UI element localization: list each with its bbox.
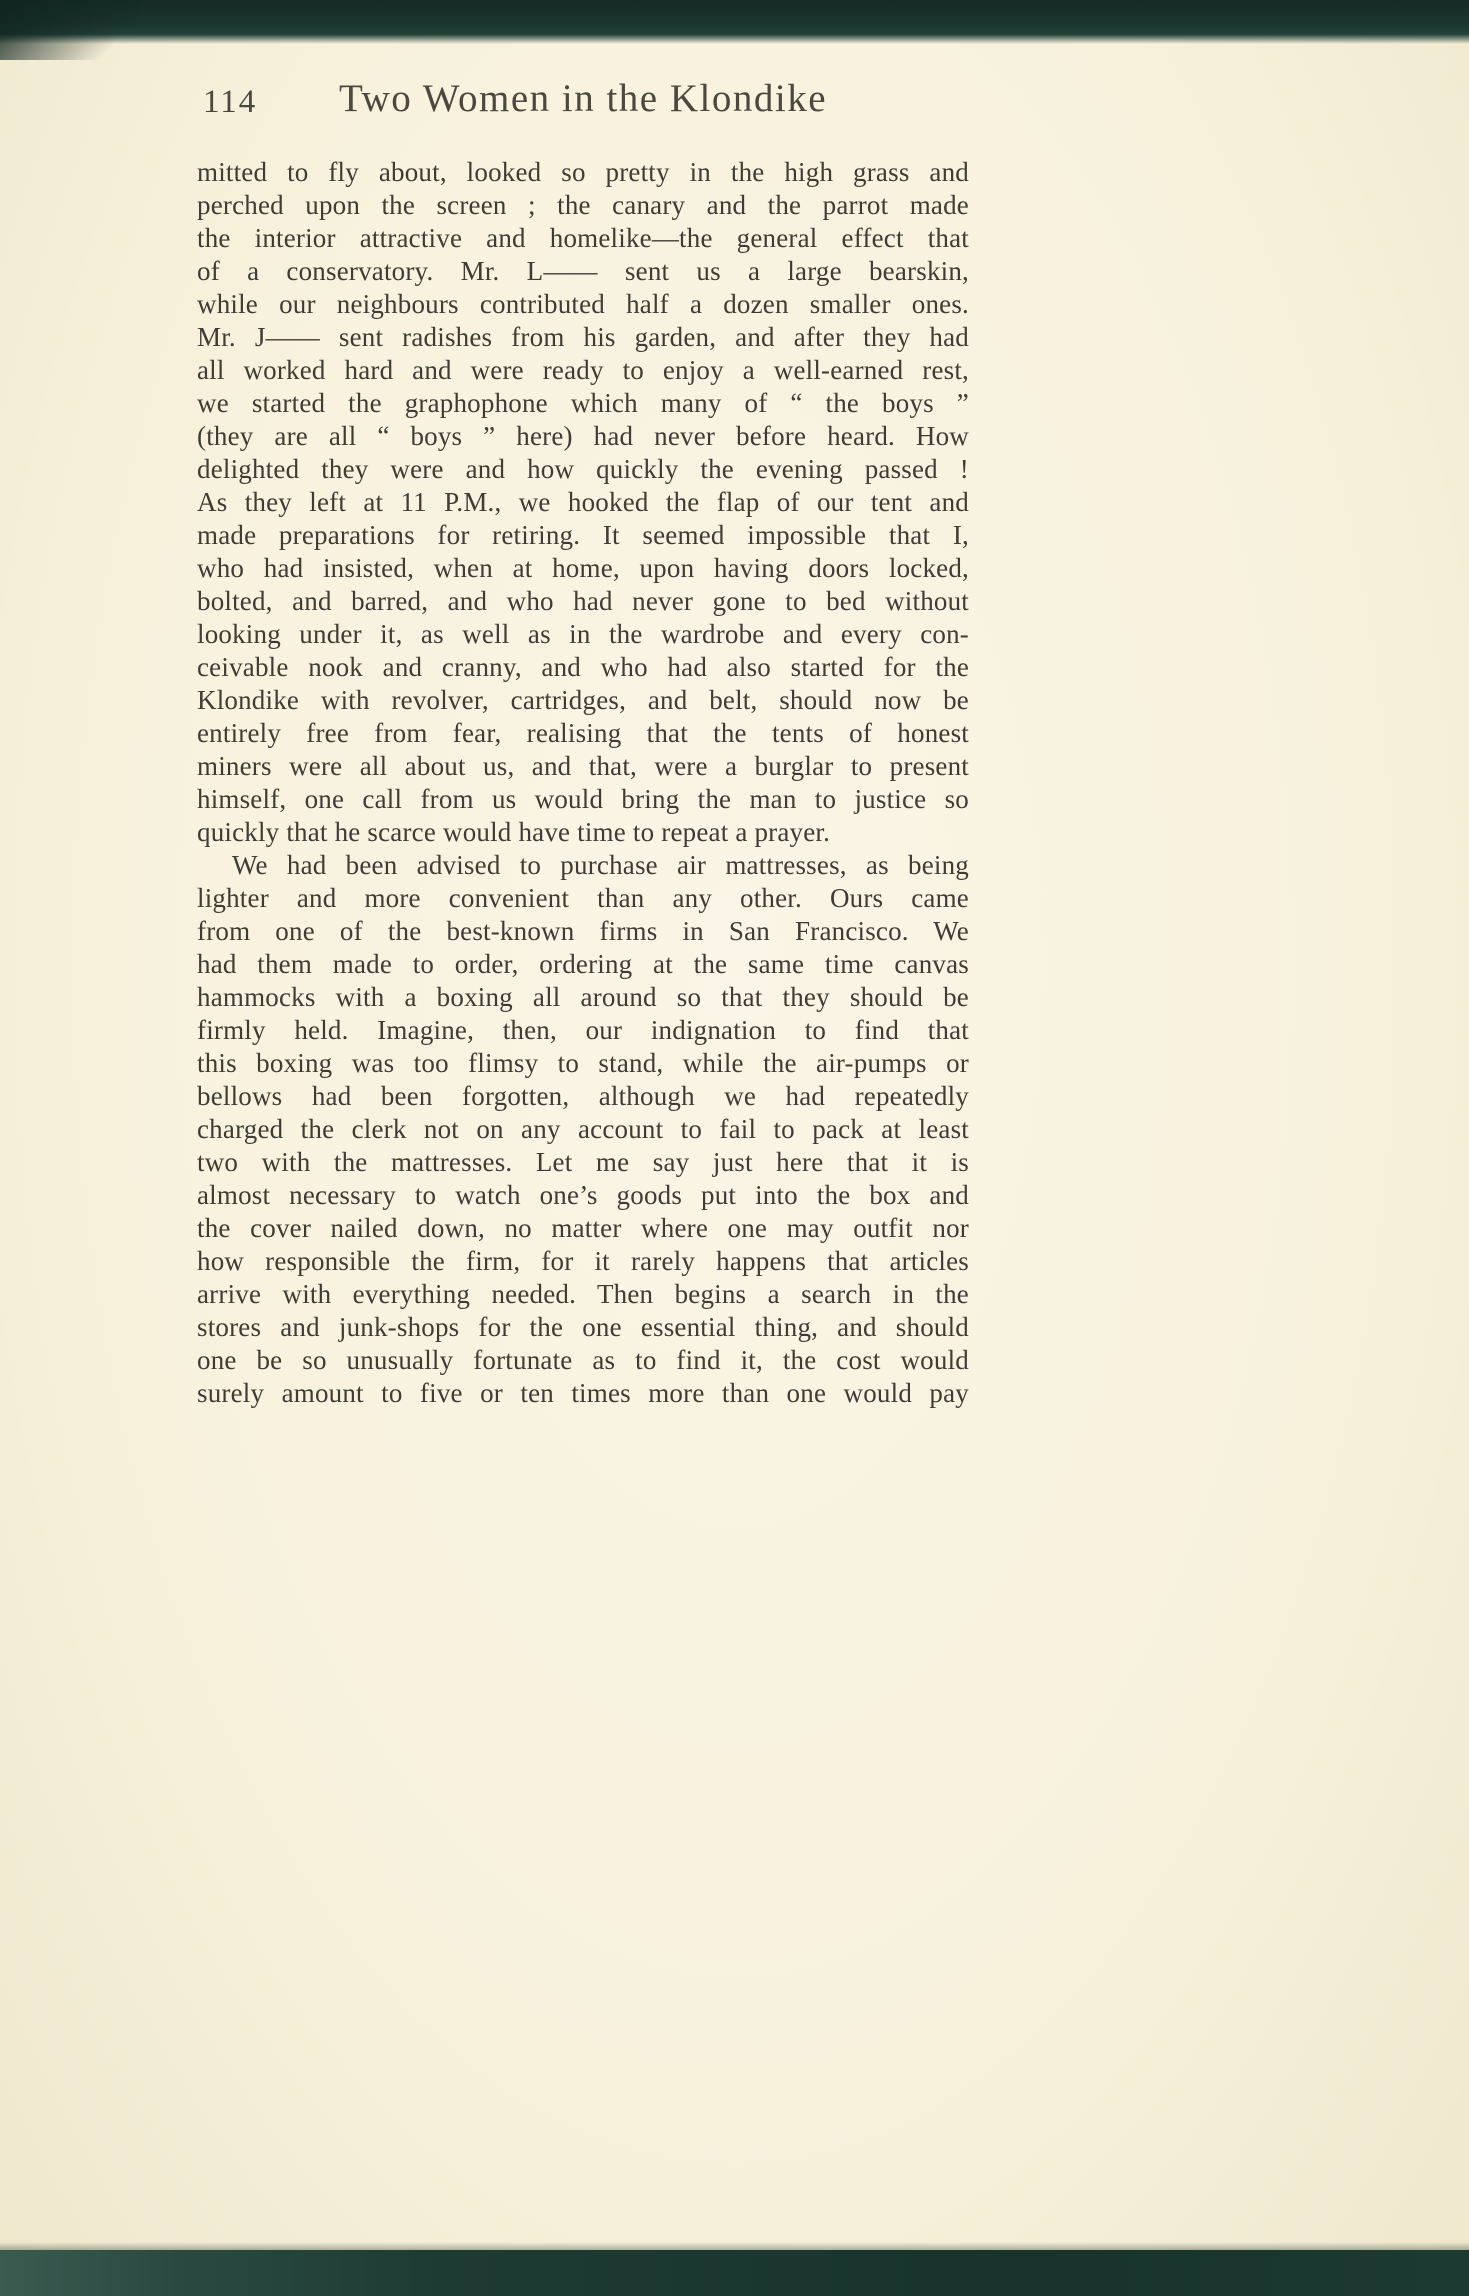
text-line: hammocks with a boxing all around so that they should be — [197, 982, 969, 1012]
text-line: ceivable nook and cranny, and who had also started for the — [197, 652, 969, 682]
text-line: how responsible the firm, for it rarely happens that articles — [197, 1246, 969, 1276]
scan-edge-top — [0, 0, 1469, 44]
page-header — [197, 76, 969, 128]
text-line: mitted to fly about, looked so pretty in the high grass and — [197, 157, 969, 187]
text-line: almost necessary to watch one’s goods put into the box and — [197, 1180, 969, 1210]
text-line: while our neighbours contributed half a dozen smaller ones. — [197, 289, 969, 319]
paragraph — [197, 849, 969, 1410]
running-title: Two Women in the Klondike — [338, 77, 828, 120]
text-line: firmly held. Imagine, then, our indignation to find that — [197, 1015, 969, 1045]
text-line: we started the graphophone which many of “ the boys ” — [197, 388, 969, 418]
text-line: himself, one call from us would bring the man to justice so — [197, 784, 969, 814]
text-line: from one of the best-known firms in San Francisco. We — [197, 916, 969, 946]
text-line: bellows had been forgotten, although we had repeatedly — [197, 1081, 969, 1111]
text-line: all worked hard and were ready to enjoy a well-earned rest, — [197, 355, 969, 385]
text-line: stores and junk-shops for the one essential thing, and should — [197, 1312, 969, 1342]
page-number: 114 — [203, 84, 258, 120]
scan-edge-bottom — [0, 2250, 1469, 2296]
text-line: Mr. J—— sent radishes from his garden, and after they had — [197, 322, 969, 352]
text-line: who had insisted, when at home, upon having doors locked, — [197, 553, 969, 583]
text-line: As they left at 11 P.M., we hooked the flap of our tent and — [197, 487, 969, 517]
text-line: surely amount to five or ten times more than one would pay — [197, 1378, 969, 1408]
text-line: delighted they were and how quickly the evening passed ! — [197, 454, 969, 484]
text-line: the cover nailed down, no matter where one may outfit nor — [197, 1213, 969, 1243]
page-body — [197, 156, 969, 1410]
text-line: bolted, and barred, and who had never gone to bed without — [197, 586, 969, 616]
text-line: entirely free from fear, realising that the tents of honest — [197, 718, 969, 748]
text-line: Klondike with revolver, cartridges, and belt, should now be — [197, 685, 969, 715]
text-line: quickly that he scarce would have time to repeat a prayer. — [197, 817, 831, 847]
text-line: the interior attractive and homelike—the general effect that — [197, 223, 969, 253]
text-line: miners were all about us, and that, were a burglar to present — [197, 751, 969, 781]
text-line: this boxing was too flimsy to stand, while the air-pumps or — [197, 1048, 969, 1078]
text-line: (they are all “ boys ” here) had never before heard. How — [197, 421, 969, 451]
text-line: We had been advised to purchase air mattresses, as being — [232, 850, 969, 880]
text-line: perched upon the screen ; the canary and the parrot made — [197, 190, 969, 220]
text-line: of a conservatory. Mr. L—— sent us a large bearskin, — [197, 256, 969, 286]
paragraph — [197, 156, 969, 849]
text-line: looking under it, as well as in the wardrobe and every con- — [197, 619, 969, 649]
text-line: one be so unusually fortunate as to find it, the cost would — [197, 1345, 969, 1375]
text-line: had them made to order, ordering at the same time canvas — [197, 949, 969, 979]
text-line: lighter and more convenient than any other. Ours came — [197, 883, 969, 913]
text-line: made preparations for retiring. It seemed impossible that I, — [197, 520, 969, 550]
text-line: charged the clerk not on any account to fail to pack at least — [197, 1114, 969, 1144]
text-line: two with the mattresses. Let me say just here that it is — [197, 1147, 969, 1177]
text-line: arrive with everything needed. Then begins a search in the — [197, 1279, 969, 1309]
